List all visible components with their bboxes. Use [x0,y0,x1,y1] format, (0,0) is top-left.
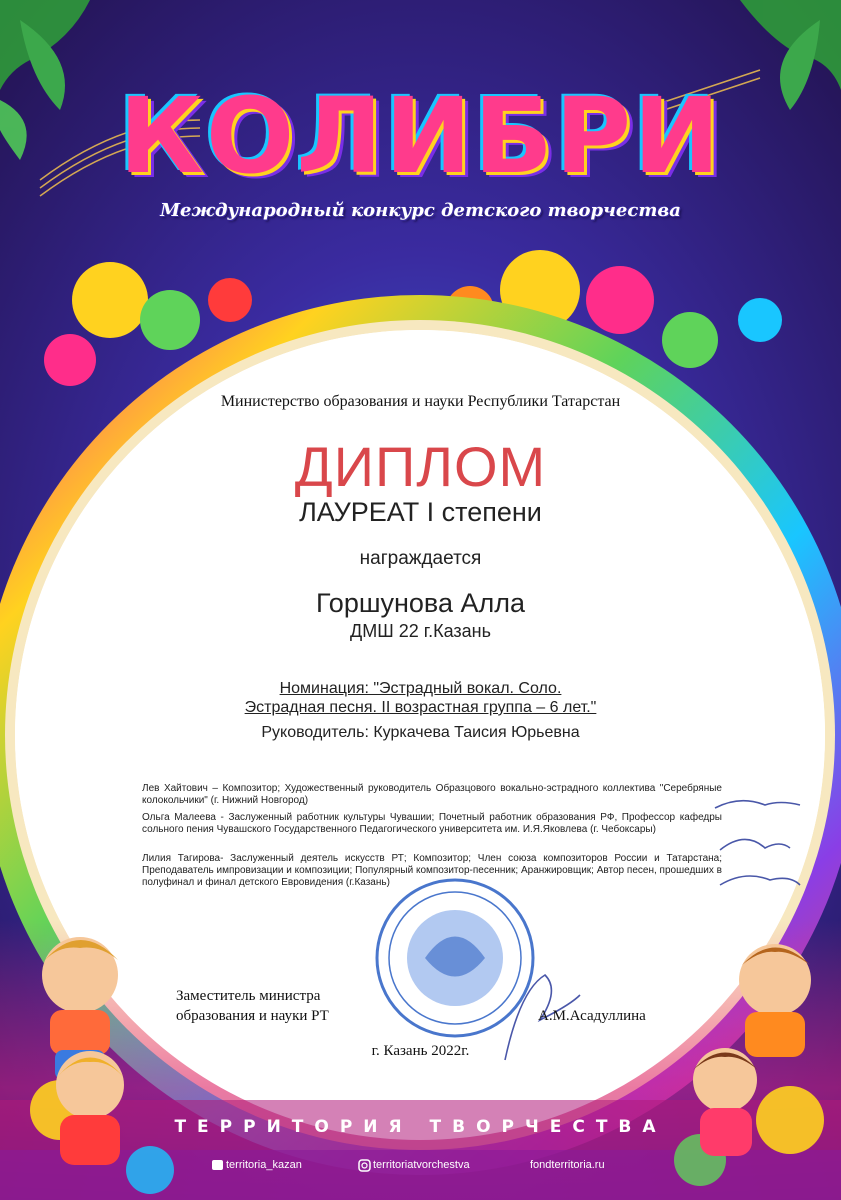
instagram-link[interactable]: territoriatvorchestva [373,1159,470,1171]
awarded-label: награждается [359,548,482,569]
child-right-illustration [739,944,811,1057]
signer-position-line-2: образования и науки РТ [176,1008,329,1024]
recipient-school: ДМШ 22 г.Казань [350,621,491,641]
leader-line: Руководитель: Куркачева Таисия Юрьевна [261,724,580,741]
contest-logo: КОЛИБРИ [118,75,723,197]
jury-member-2: Ольга Малеева - Заслуженный работник культуры Чувашии; Почетный работник образования РФ, Профессор кафедры сольного пения Чувашского Государственного Педагогического университета им. И.Я.Яковлева (г. Чебоксары) [142,812,722,835]
nomination-line-1: Номинация: "Эстрадный вокал. Соло. [279,680,562,697]
vk-icon [212,1160,223,1170]
recipient-name: Горшунова Алла [315,588,526,618]
ministry-header: Министерство образования и науки Республики Татарстан [220,393,621,410]
nomination-line-2: Эстрадная песня. II возрастная группа – 6 лет." [244,699,597,716]
signer-position-line-1: Заместитель министра [176,988,321,1004]
signer-name: А.М.Асадуллина [538,1008,646,1024]
diploma-title: ДИПЛОМ [294,435,547,498]
vk-link[interactable]: territoria_kazan [226,1159,302,1171]
city-date: г. Казань 2022г. [371,1043,470,1059]
jury-member-1: Лев Хайтович – Композитор; Художественный руководитель Образцового вокально-эстрадного коллектива "Серебряные колокольчики" (г. Нижний Новгород) [142,783,722,806]
footer-brand: ТЕРРИТОРИЯ ТВОРЧЕСТВА [174,1117,667,1137]
website-link[interactable]: fondterritoria.ru [530,1159,605,1171]
jury-member-3: Лилия Тагирова- Заслуженный деятель искусств РТ; Композитор; Член союза композиторов России и Татарстана; Преподаватель импровизации и композиции; Популярный композитор-песенник; Аранжировщик; Автор песен, прошедших в полуфинал и финал детского Евровидения (г.Казань) [142,853,722,888]
contest-subtitle: Международный конкурс детского творчества [160,200,681,221]
laureate-degree: ЛАУРЕАТ I степени [299,497,542,527]
